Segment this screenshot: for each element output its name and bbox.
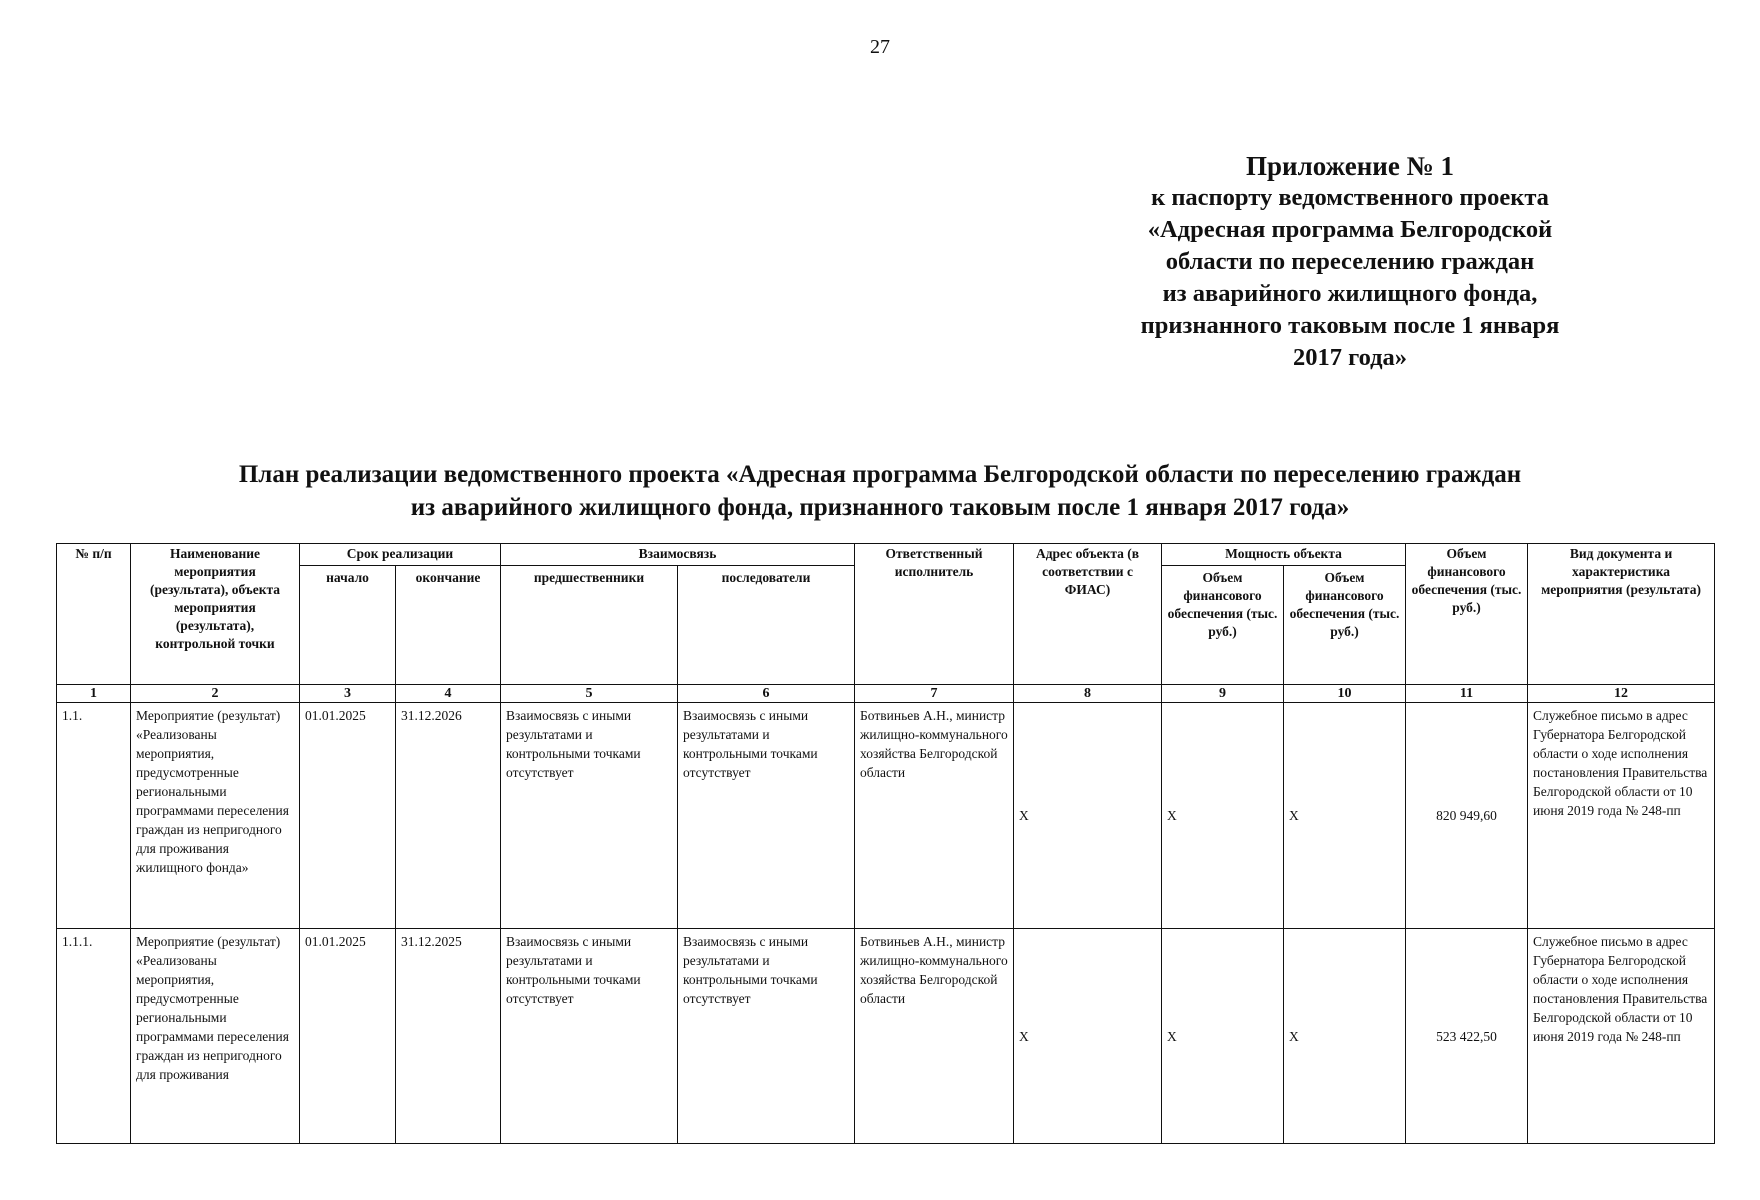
cell-pred: Взаимосвязь с иными результатами и контрольными точками отсутствует: [501, 703, 678, 929]
header-address: Адрес объекта (в соответствии с ФИАС): [1014, 544, 1162, 685]
header-name: Наименование мероприятия (результата), объекта мероприятия (результата), контрольной точки: [131, 544, 300, 685]
column-number: 4: [396, 685, 501, 703]
column-number: 5: [501, 685, 678, 703]
cell-capacity-2: X: [1284, 929, 1406, 1144]
header-link-pred: предшественники: [501, 566, 678, 685]
appendix-line: из аварийного жилищного фонда,: [1162, 280, 1538, 307]
header-term: Срок реализации: [300, 544, 501, 566]
page-number: 27: [870, 36, 890, 58]
header-link-succ: последователи: [678, 566, 855, 685]
column-number: 6: [678, 685, 855, 703]
header-executor: Ответственный исполнитель: [855, 544, 1014, 685]
table-row: [57, 703, 1715, 929]
cell-succ: Взаимосвязь с иными результатами и контрольными точками отсутствует: [678, 703, 855, 929]
column-number: 12: [1528, 685, 1715, 703]
plan-title-line: План реализации ведомственного проекта «Адресная программа Белгородской области по переселению граждан: [238, 461, 1522, 488]
header-capacity: Мощность объекта: [1162, 544, 1406, 566]
header-term-start: начало: [300, 566, 396, 685]
cell-end: 31.12.2025: [396, 929, 501, 1144]
header-capacity-1: Объем финансового обеспечения (тыс. руб.): [1162, 566, 1284, 685]
appendix-heading: [1095, 150, 1605, 374]
cell-finance: 820 949,60: [1406, 703, 1528, 929]
cell-end: 31.12.2026: [396, 703, 501, 929]
plan-title-line: из аварийного жилищного фонда, признанного таковым после 1 января 2017 года»: [410, 494, 1350, 521]
cell-finance: 523 422,50: [1406, 929, 1528, 1144]
column-number: 7: [855, 685, 1014, 703]
column-number: 1: [57, 685, 131, 703]
cell-capacity-1: X: [1162, 703, 1284, 929]
header-capacity-2: Объем финансового обеспечения (тыс. руб.): [1284, 566, 1406, 685]
cell-name: Мероприятие (результат) «Реализованы мероприятия, предусмотренные региональными программами переселения граждан из непригодного для проживания жилищного фонда»: [131, 703, 300, 929]
header-term-end: окончание: [396, 566, 501, 685]
appendix-line: признанного таковым после 1 января: [1140, 312, 1560, 339]
cell-pred: Взаимосвязь с иными результатами и контрольными точками отсутствует: [501, 929, 678, 1144]
plan-table: [56, 543, 1715, 1144]
cell-capacity-1: X: [1162, 929, 1284, 1144]
column-number: 9: [1162, 685, 1284, 703]
column-number: 8: [1014, 685, 1162, 703]
appendix-line: «Адресная программа Белгородской: [1147, 216, 1553, 243]
header-link: Взаимосвязь: [501, 544, 855, 566]
appendix-line: 2017 года»: [1292, 344, 1408, 371]
cell-name: Мероприятие (результат) «Реализованы мероприятия, предусмотренные региональными программами переселения граждан из непригодного для проживания: [131, 929, 300, 1144]
appendix-line: Приложение № 1: [1246, 151, 1454, 181]
cell-doc: Служебное письмо в адрес Губернатора Белгородской области о ходе исполнения постановления Правительства Белгородской области от 10 июня 2019 года № 248-пп: [1528, 703, 1715, 929]
header-doc: Вид документа и характеристика мероприятия (результата): [1528, 544, 1715, 685]
plan-title: [60, 458, 1700, 524]
column-number: 2: [131, 685, 300, 703]
cell-succ: Взаимосвязь с иными результатами и контрольными точками отсутствует: [678, 929, 855, 1144]
cell-doc: Служебное письмо в адрес Губернатора Белгородской области о ходе исполнения постановления Правительства Белгородской области от 10 июня 2019 года № 248-пп: [1528, 929, 1715, 1144]
column-number: 3: [300, 685, 396, 703]
cell-executor: Ботвиньев А.Н., министр жилищно-коммунального хозяйства Белгородской области: [855, 703, 1014, 929]
cell-start: 01.01.2025: [300, 703, 396, 929]
cell-address: X: [1014, 703, 1162, 929]
cell-capacity-2: X: [1284, 703, 1406, 929]
cell-executor: Ботвиньев А.Н., министр жилищно-коммунального хозяйства Белгородской области: [855, 929, 1014, 1144]
appendix-line: области по переселению граждан: [1165, 248, 1535, 275]
table-row: [57, 929, 1715, 1144]
column-number-row: [57, 685, 1715, 703]
column-number: 10: [1284, 685, 1406, 703]
cell-address: X: [1014, 929, 1162, 1144]
column-number: 11: [1406, 685, 1528, 703]
header-num: № п/п: [57, 544, 131, 685]
appendix-line: к паспорту ведомственного проекта: [1151, 184, 1549, 211]
header-finance: Объем финансового обеспечения (тыс. руб.): [1406, 544, 1528, 685]
cell-start: 01.01.2025: [300, 929, 396, 1144]
cell-num: 1.1.1.: [57, 929, 131, 1144]
cell-num: 1.1.: [57, 703, 131, 929]
